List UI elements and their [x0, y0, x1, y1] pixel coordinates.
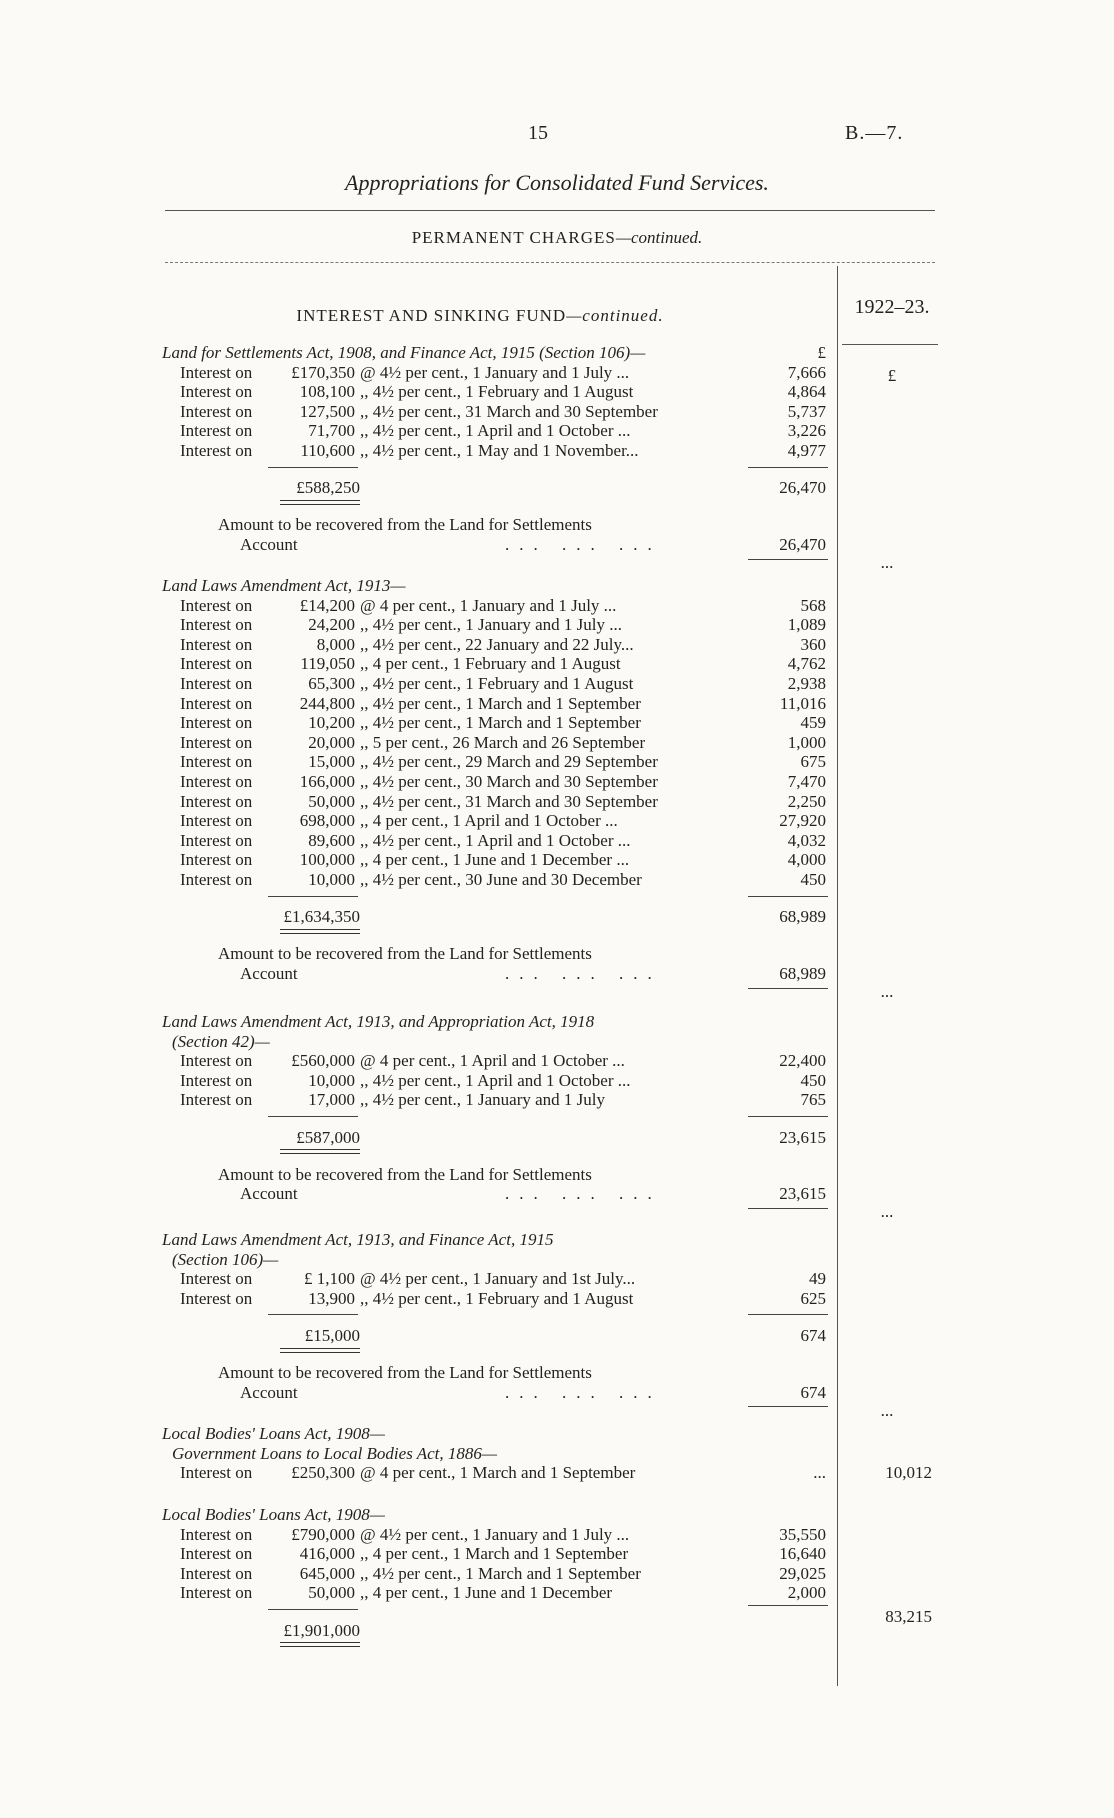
interest-label: Interest on: [180, 713, 253, 733]
interest-value: 450: [800, 1070, 826, 1090]
rate-and-dates: @ 4 per cent., 1 April and 1 October ...: [360, 1051, 625, 1071]
interest-label: Interest on: [180, 732, 253, 752]
block-heading: Land Laws Amendment Act, 1913, and Finance Act, 1915: [162, 1230, 554, 1249]
year-heading-rule: [842, 344, 938, 345]
interest-label: Interest on: [180, 382, 253, 402]
interest-value: 4,762: [787, 654, 826, 674]
rate-and-dates: ,, 4½ per cent., 1 May and 1 November...: [360, 441, 639, 460]
principal-amount: 108,100: [299, 382, 355, 402]
interest-value: 360: [800, 634, 826, 654]
principal-amount: 244,800: [299, 693, 355, 713]
recovery-text: Amount to be recovered from the Land for Settlements: [218, 944, 592, 964]
value-total-rule: [748, 1314, 828, 1315]
interest-value: 4,977: [787, 441, 826, 460]
rate-and-dates: @ 4½ per cent., 1 January and 1 July ...: [360, 362, 630, 382]
interest-label: Interest on: [180, 441, 253, 460]
year-value: 10,012: [885, 1463, 932, 1483]
total-rule: [268, 1314, 358, 1315]
interest-label: Interest on: [180, 634, 253, 654]
interest-value: 35,550: [779, 1524, 826, 1544]
principal-amount: 13,900: [308, 1288, 355, 1308]
block-heading-line2: (Section 42)—: [172, 1031, 270, 1051]
subtitle-text: PERMANENT CHARGES: [411, 228, 616, 247]
interest-value: 1,089: [787, 615, 826, 635]
subtitle-suffix: —continued.: [615, 228, 703, 247]
rate-and-dates: ,, 4½ per cent., 1 March and 1 September: [360, 713, 641, 733]
interest-value: 4,864: [787, 382, 826, 402]
rate-and-dates: ,, 4 per cent., 1 March and 1 September: [360, 1544, 629, 1564]
value-total-rule: [748, 1116, 828, 1117]
recovery-text: Amount to be recovered from the Land for Settlements: [218, 515, 592, 535]
interest-value: 568: [800, 595, 826, 615]
total-rule: [268, 467, 358, 468]
interest-label: Interest on: [180, 850, 253, 870]
interest-label: Interest on: [180, 772, 253, 791]
block-heading: Local Bodies' Loans Act, 1908—: [162, 1505, 385, 1524]
interest-label: Interest on: [180, 693, 253, 713]
rate-and-dates: ,, 4½ per cent., 30 March and 30 September: [360, 772, 658, 791]
principal-amount: £170,350: [291, 362, 355, 382]
rate-and-dates: ,, 5 per cent., 26 March and 26 September: [360, 732, 646, 752]
interest-value: 4,032: [787, 830, 826, 850]
rate-and-dates: ,, 4½ per cent., 1 March and 1 September: [360, 1563, 641, 1583]
interest-label: Interest on: [180, 654, 253, 674]
principal-total: £1,901,000: [283, 1620, 360, 1640]
recovery-rule: [748, 1406, 828, 1407]
section-title-suffix: —continued.: [566, 306, 664, 325]
interest-value: 4,000: [787, 850, 826, 870]
block-heading: Land Laws Amendment Act, 1913, and Appropriation Act, 1918: [162, 1012, 595, 1031]
principal-amount: 127,500: [299, 401, 355, 421]
interest-label: Interest on: [180, 401, 253, 421]
recovery-account: Account: [240, 535, 298, 555]
block-heading: Local Bodies' Loans Act, 1908—: [162, 1424, 385, 1443]
interest-value: 16,640: [779, 1544, 826, 1564]
value-total: 26,470: [779, 478, 826, 498]
leader-dots: ... ... ...: [505, 535, 662, 555]
total-rule: [268, 1609, 358, 1610]
principal-total: £1,634,350: [283, 907, 360, 927]
interest-label: Interest on: [180, 674, 253, 693]
interest-label: Interest on: [180, 1070, 253, 1090]
interest-value: 49: [809, 1269, 826, 1289]
interest-value: 2,000: [787, 1583, 826, 1603]
column-divider: [837, 266, 838, 1686]
interest-value: 27,920: [779, 811, 826, 831]
interest-label: Interest on: [180, 870, 253, 889]
principal-amount: 65,300: [308, 674, 355, 693]
permanent-charges-heading: [0, 228, 1114, 248]
principal-total: £587,000: [296, 1127, 360, 1147]
total-double-rule: [280, 1149, 360, 1154]
rate-and-dates: ,, 4½ per cent., 22 January and 22 July...: [360, 634, 634, 654]
recovered-value: 23,615: [779, 1184, 826, 1204]
rate-and-dates: ,, 4½ per cent., 1 February and 1 August: [360, 1288, 634, 1308]
value-total: 674: [800, 1326, 826, 1346]
currency-symbol: £: [817, 343, 826, 362]
total-rule: [268, 1116, 358, 1117]
section-title: [140, 306, 820, 326]
year-value-empty: ...: [880, 1400, 894, 1420]
block-heading: Land Laws Amendment Act, 1913—: [162, 576, 406, 595]
recovered-value: 26,470: [779, 535, 826, 555]
principal-amount: £790,000: [291, 1524, 355, 1544]
value-total-rule: [748, 467, 828, 468]
recovery-text: Amount to be recovered from the Land for Settlements: [218, 1164, 592, 1184]
total-double-rule: [280, 1348, 360, 1353]
interest-value: 22,400: [779, 1051, 826, 1071]
rate-and-dates: ,, 4½ per cent., 1 January and 1 July ...: [360, 615, 623, 635]
interest-value: 2,938: [787, 674, 826, 693]
interest-label: Interest on: [180, 1288, 253, 1308]
page-number: 15: [528, 122, 548, 144]
year-value-empty: ...: [880, 1202, 894, 1222]
recovery-account: Account: [240, 964, 298, 984]
value-total: 23,615: [779, 1127, 826, 1147]
year-value-empty: ...: [880, 552, 894, 572]
principal-total: £588,250: [296, 478, 360, 498]
principal-amount: £14,200: [299, 595, 355, 615]
leader-dots: ... ... ...: [505, 1184, 662, 1204]
rate-and-dates: ,, 4½ per cent., 1 February and 1 August: [360, 382, 634, 402]
recovery-account: Account: [240, 1382, 298, 1402]
recovery-account: Account: [240, 1184, 298, 1204]
recovery-text: Amount to be recovered from the Land for Settlements: [218, 1363, 592, 1383]
recovery-rule: [748, 1208, 828, 1209]
block-heading: Land for Settlements Act, 1908, and Finance Act, 1915 (Section 106)—: [162, 343, 646, 362]
total-double-rule: [280, 500, 360, 505]
interest-label: Interest on: [180, 1524, 253, 1544]
principal-amount: 119,050: [300, 654, 355, 674]
interest-value: 2,250: [787, 791, 826, 811]
rate-and-dates: ,, 4 per cent., 1 June and 1 December ...: [360, 850, 630, 870]
interest-value: 459: [800, 713, 826, 733]
rate-and-dates: ,, 4 per cent., 1 June and 1 December: [360, 1583, 613, 1603]
block-heading-line2: Government Loans to Local Bodies Act, 1886—: [172, 1443, 498, 1463]
principal-amount: 8,000: [316, 634, 355, 654]
principal-amount: 15,000: [308, 752, 355, 772]
rate-and-dates: ,, 4 per cent., 1 February and 1 August: [360, 654, 621, 674]
principal-amount: 17,000: [308, 1090, 355, 1110]
interest-label: Interest on: [180, 752, 253, 772]
interest-value: 675: [800, 752, 826, 772]
interest-value: 450: [800, 870, 826, 889]
subtitle-rule: [165, 262, 935, 263]
interest-label: Interest on: [180, 1463, 253, 1483]
interest-value: 7,470: [787, 772, 826, 791]
interest-label: Interest on: [180, 791, 253, 811]
year-currency-symbol: £: [887, 366, 897, 385]
interest-label: Interest on: [180, 362, 253, 382]
total-rule: [268, 896, 358, 897]
block-heading-line2: (Section 106)—: [172, 1249, 279, 1269]
interest-value: ...: [813, 1463, 826, 1483]
rate-and-dates: @ 4 per cent., 1 March and 1 September: [360, 1463, 636, 1483]
rate-and-dates: ,, 4½ per cent., 1 April and 1 October ...: [360, 421, 631, 441]
interest-label: Interest on: [180, 421, 253, 441]
principal-amount: 698,000: [299, 811, 355, 831]
recovered-value: 674: [800, 1382, 826, 1402]
principal-amount: £ 1,100: [304, 1269, 355, 1289]
interest-label: Interest on: [180, 615, 253, 635]
interest-value: 5,737: [787, 401, 826, 421]
rate-and-dates: ,, 4 per cent., 1 April and 1 October ...: [360, 811, 618, 831]
year-column-heading: 1922–23.: [854, 296, 930, 318]
total-double-rule: [280, 1642, 360, 1647]
interest-label: Interest on: [180, 595, 253, 615]
rate-and-dates: ,, 4½ per cent., 1 February and 1 August: [360, 674, 634, 693]
recovery-rule: [748, 559, 828, 560]
recovered-value: 68,989: [779, 964, 826, 984]
principal-amount: 71,700: [308, 421, 355, 441]
interest-label: Interest on: [180, 1051, 253, 1071]
principal-amount: 50,000: [308, 1583, 355, 1603]
value-total-rule: [748, 896, 828, 897]
rate-and-dates: ,, 4½ per cent., 31 March and 30 September: [360, 401, 658, 421]
interest-value: 11,016: [779, 693, 826, 713]
interest-label: Interest on: [180, 1090, 253, 1110]
interest-label: Interest on: [180, 1544, 253, 1564]
principal-amount: 10,000: [308, 1070, 355, 1090]
principal-amount: 10,000: [308, 870, 355, 889]
principal-amount: 416,000: [299, 1544, 355, 1564]
recovery-rule: [748, 988, 828, 989]
principal-amount: 89,600: [308, 830, 355, 850]
document-reference: B.—7.: [845, 122, 904, 144]
year-total: 83,215: [885, 1606, 932, 1626]
principal-amount: £560,000: [291, 1051, 355, 1071]
rate-and-dates: @ 4 per cent., 1 January and 1 July ...: [360, 595, 617, 615]
rate-and-dates: ,, 4½ per cent., 1 April and 1 October ...: [360, 1070, 631, 1090]
interest-value: 625: [800, 1288, 826, 1308]
principal-amount: 645,000: [299, 1563, 355, 1583]
value-end-rule: [748, 1605, 828, 1606]
principal-amount: 24,200: [308, 615, 355, 635]
interest-label: Interest on: [180, 1269, 253, 1289]
total-double-rule: [280, 929, 360, 934]
value-total: 68,989: [779, 907, 826, 927]
principal-amount: 110,600: [300, 441, 355, 460]
interest-value: 1,000: [787, 732, 826, 752]
rate-and-dates: ,, 4½ per cent., 1 January and 1 July: [360, 1090, 606, 1110]
leader-dots: ... ... ...: [505, 964, 662, 984]
title-rule: [165, 210, 935, 211]
rate-and-dates: @ 4½ per cent., 1 January and 1 July ...: [360, 1524, 630, 1544]
interest-value: 3,226: [787, 421, 826, 441]
principal-amount: £250,300: [291, 1463, 355, 1483]
interest-value: 765: [800, 1090, 826, 1110]
section-title-text: INTEREST AND SINKING FUND: [296, 306, 567, 325]
interest-value: 29,025: [779, 1563, 826, 1583]
rate-and-dates: @ 4½ per cent., 1 January and 1st July...: [360, 1269, 636, 1289]
interest-label: Interest on: [180, 811, 253, 831]
principal-amount: 50,000: [308, 791, 355, 811]
principal-amount: 20,000: [308, 732, 355, 752]
principal-amount: 166,000: [299, 772, 355, 791]
rate-and-dates: ,, 4½ per cent., 1 March and 1 September: [360, 693, 641, 713]
interest-value: 7,666: [787, 362, 826, 382]
interest-label: Interest on: [180, 1583, 253, 1603]
leader-dots: ... ... ...: [505, 1382, 662, 1402]
rate-and-dates: ,, 4½ per cent., 30 June and 30 December: [360, 870, 642, 889]
rate-and-dates: ,, 4½ per cent., 29 March and 29 September: [360, 752, 658, 772]
principal-amount: 10,200: [308, 713, 355, 733]
rate-and-dates: ,, 4½ per cent., 31 March and 30 September: [360, 791, 658, 811]
page-title: Appropriations for Consolidated Fund Services.: [345, 170, 769, 195]
rate-and-dates: ,, 4½ per cent., 1 April and 1 October ...: [360, 830, 631, 850]
interest-label: Interest on: [180, 1563, 253, 1583]
principal-total: £15,000: [304, 1326, 360, 1346]
principal-amount: 100,000: [299, 850, 355, 870]
interest-label: Interest on: [180, 830, 253, 850]
year-value-empty: ...: [880, 981, 894, 1001]
